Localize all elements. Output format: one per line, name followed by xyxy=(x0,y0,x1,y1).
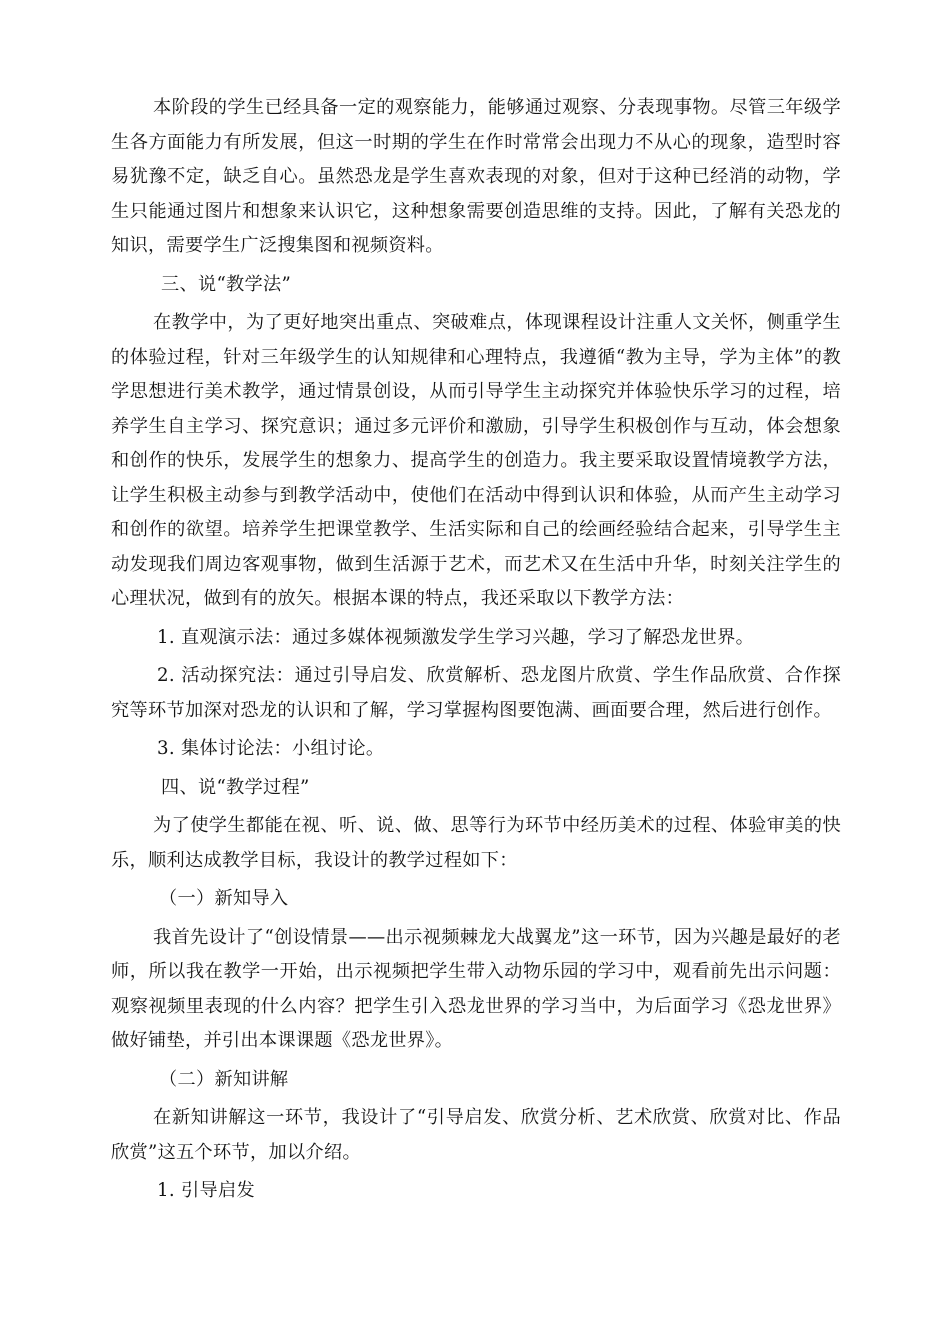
heading-teaching-methods: 三、说“教学法” xyxy=(161,273,292,295)
paragraph-process-intro: 为了使学生都能在视、听、说、做、思等行为环节中经历美术的过程、体验审美的快乐，顺利达成教学目标，我设计的教学过程如下： xyxy=(111,815,841,871)
paragraph-teaching-methods: 在教学中，为了更好地突出重点、突破难点，体现课程设计注重人文关怀，侧重学生的体验过程，针对三年级学生的认知规律和心理特点，我遵循“教为主导，学为主体”的教学思想进行美术教学，通过情景创设，从而引导学生主动探究并体验快乐学习的过程，培养学生自主学习、探究意识；通过多元评价和激励，引导学生积极创作与互动，体会想象和创作的快乐，发展学生的想象力、提高学生的创造力。我主要采取设置情境教学方法，让学生积极主动参与到教学活动中，使他们在活动中得到认识和体验，从而产生主动学习和创作的欲望。培养学生把课堂教学、生活实际和自己的绘画经验结合起来，引导学生主动发现我们周边客观事物，做到生活源于艺术，而艺术又在生活中升华，时刻关注学生的心理状况，做到有的放矢。根据本课的特点，我还采取以下教学方法： xyxy=(111,312,841,609)
method-item-2: 2. 活动探究法：通过引导启发、欣赏解析、恐龙图片欣赏、学生作品欣赏、合作探究等环节加深对恐龙的认识和了解，学习掌握构图要饱满、画面要合理，然后进行创作。 xyxy=(111,665,841,721)
subheading-new-knowledge-explain: （二）新知讲解 xyxy=(159,1068,289,1090)
method-item-1: 1. 直观演示法：通过多媒体视频激发学生学习兴趣，学习了解恐龙世界。 xyxy=(157,626,755,648)
paragraph-new-knowledge-explain: 在新知讲解这一环节，我设计了“引导启发、欣赏分析、艺术欣赏、欣赏对比、作品欣赏”这五个环节，加以介绍。 xyxy=(111,1107,841,1163)
subheading-new-knowledge-intro: （一）新知导入 xyxy=(159,888,289,909)
paragraph-student-analysis: 本阶段的学生已经具备一定的观察能力，能够通过观察、分表现事物。尽管三年级学生各方面能力有所发展，但这一时期的学生在作时常常会出现力不从心的现象，造型时容易犹豫不定，缺乏自心。虽然恐龙是学生喜欢表现的对象，但对于这种已经消的动物，学生只能通过图片和想象来认识它，这种想象需要创造思维的支持。因此，了解有关恐龙的知识，需要学生广泛搜集图和视频资料。 xyxy=(111,97,841,256)
subheading-guide-inspire: 1. 引导启发 xyxy=(157,1180,255,1201)
paragraph-new-knowledge-intro: 我首先设计了“创设情景——出示视频棘龙大战翼龙”这一环节，因为兴趣是最好的老师，所以我在教学一开始，出示视频把学生带入动物乐园的学习中，观看前先出示问题：观察视频里表现的什么内容？把学生引入恐龙世界的学习当中，为后面学习《恐龙世界》做好铺垫，并引出本课课题《恐龙世界》。 xyxy=(111,926,841,1051)
heading-teaching-process: 四、说“教学过程” xyxy=(161,776,310,798)
method-item-3: 3. 集体讨论法：小组讨论。 xyxy=(157,738,385,759)
document-body xyxy=(111,91,841,1209)
